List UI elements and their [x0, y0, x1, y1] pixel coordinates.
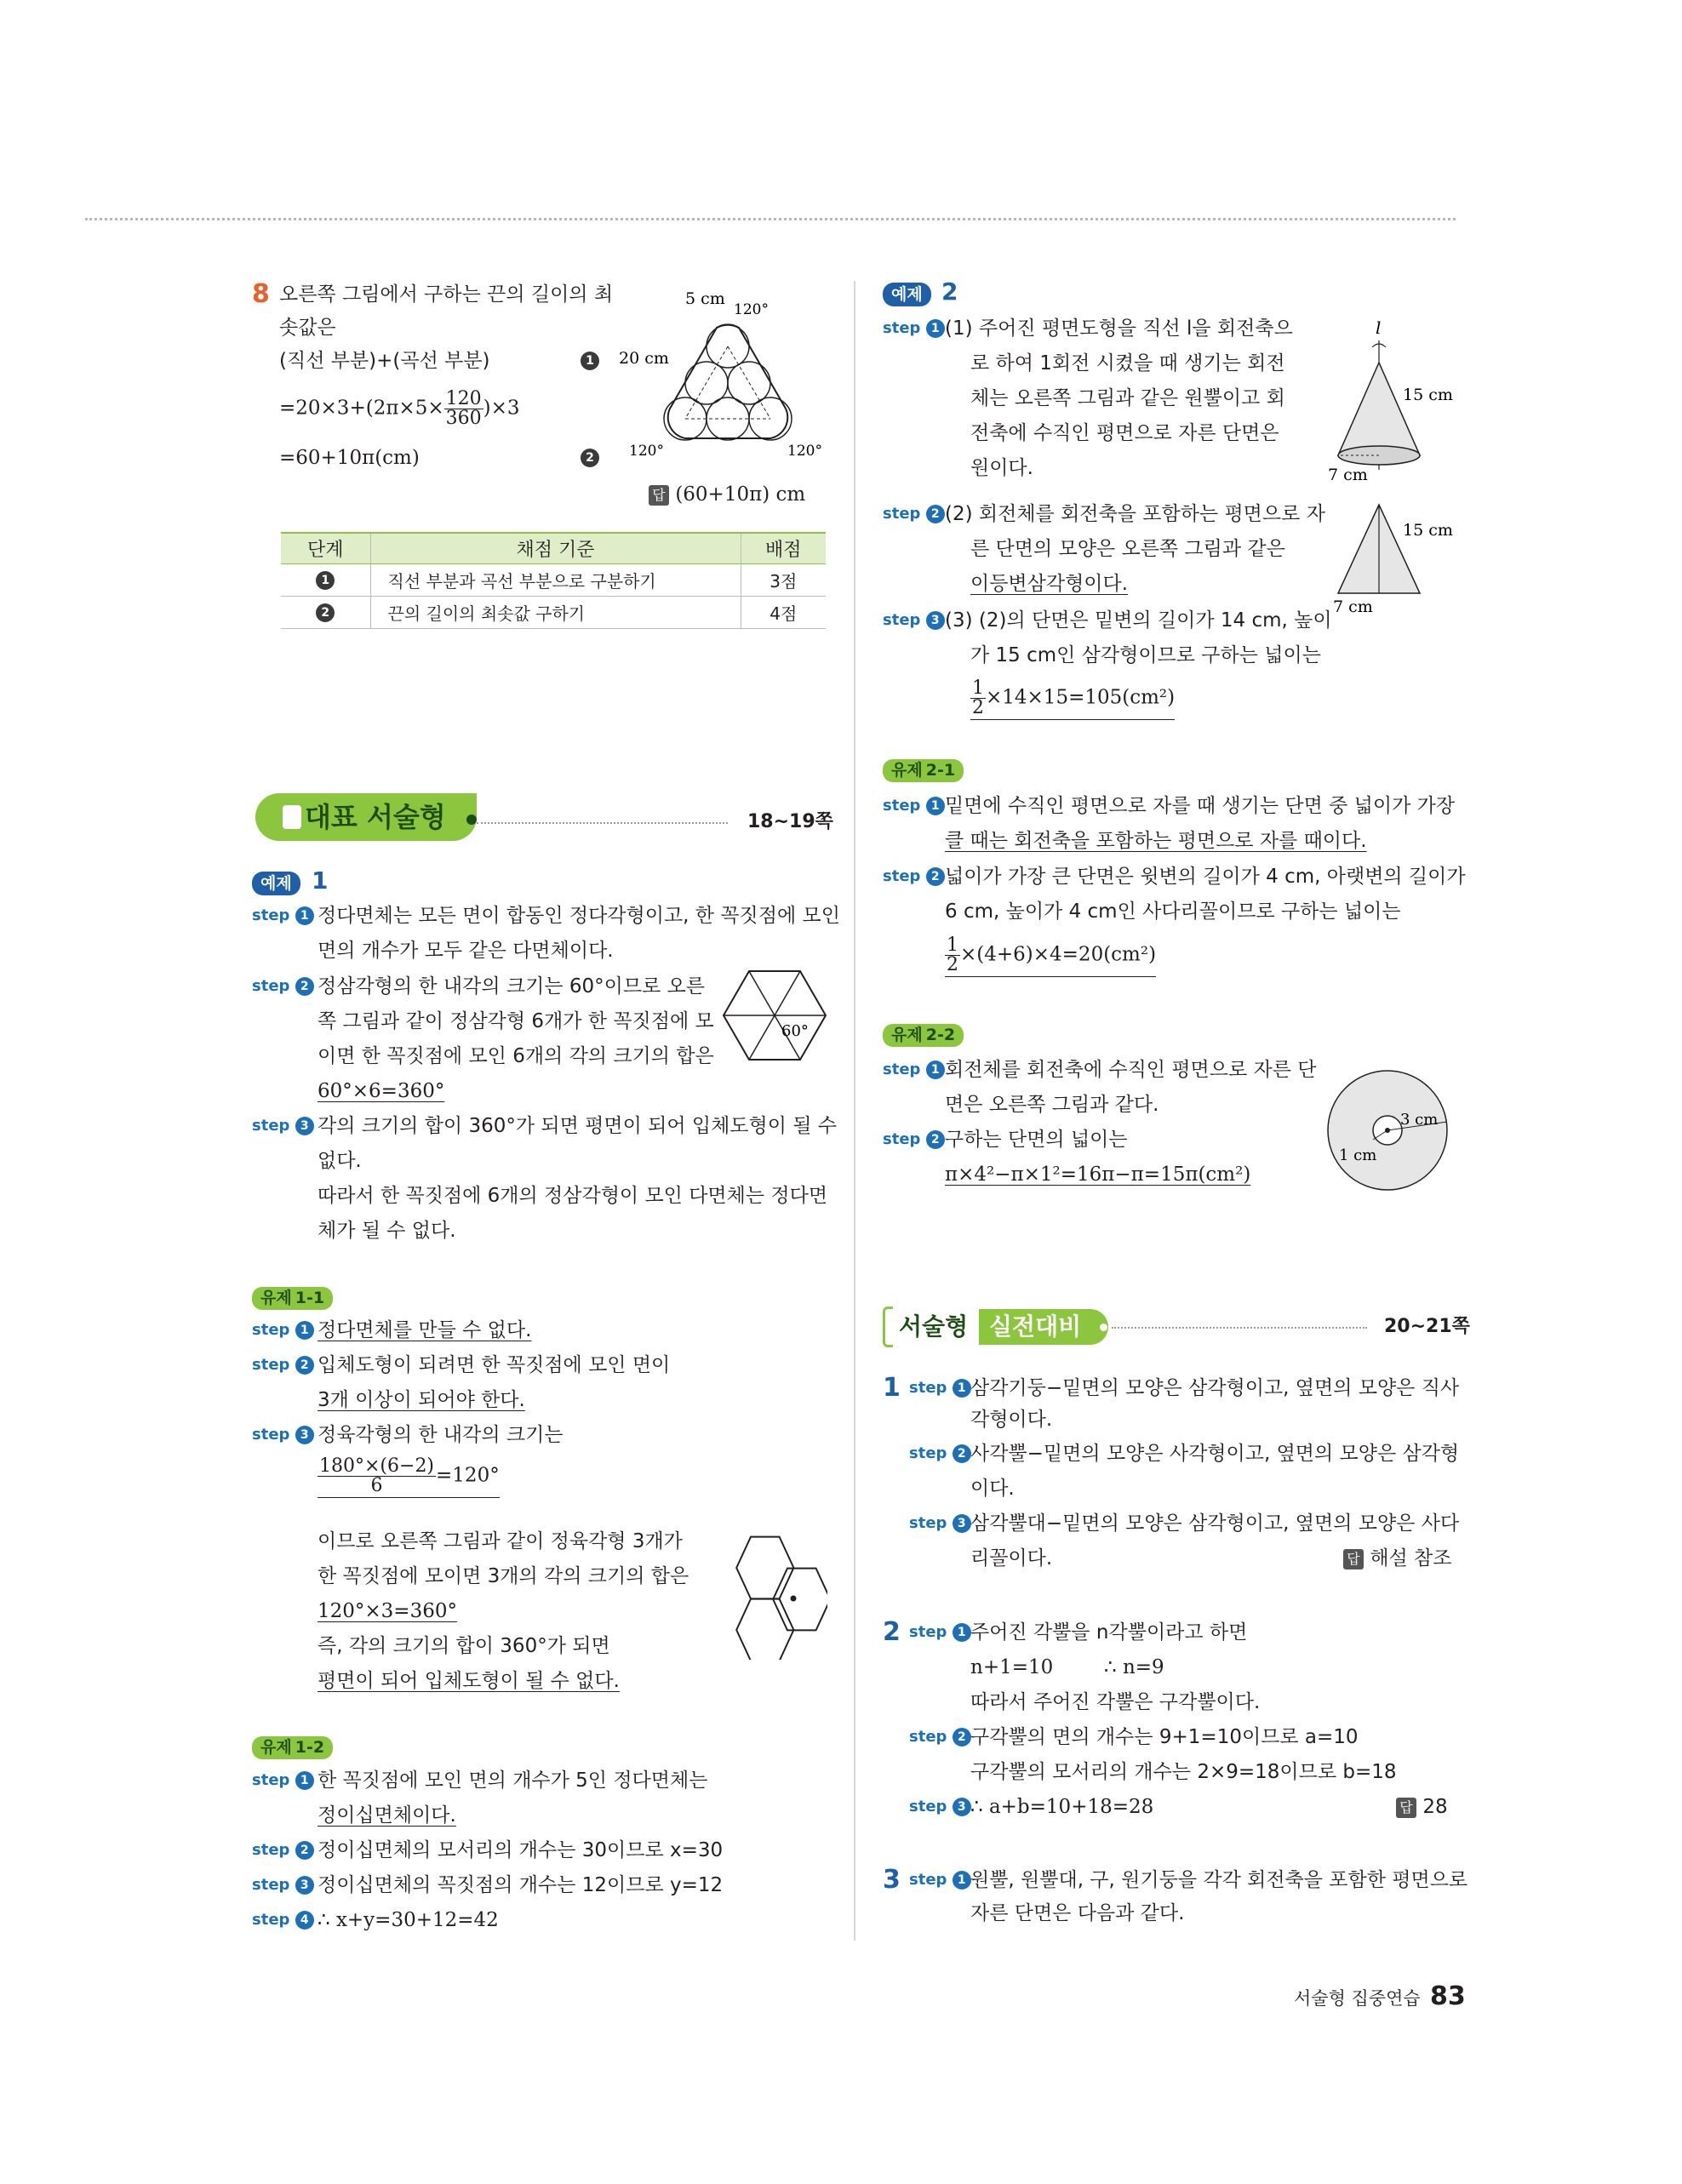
footer-label: 서술형 집중연습 [1294, 1988, 1421, 2009]
fig-label-br-angle: 120° [787, 443, 822, 460]
score-table-header [281, 533, 826, 563]
cone-figure [1328, 315, 1456, 481]
banner-dot-icon [466, 815, 477, 825]
ex2-s3-formula: $\frac{1}{2}$ ×14×15=105(cm²) [972, 677, 1176, 718]
step-label: step 3 [909, 1793, 971, 1821]
step-label: step 3 [883, 607, 945, 634]
answer-icon: 답 [649, 485, 669, 506]
ex2-s1a: (1) 주어진 평면도형을 직선 l을 회전축으 [945, 317, 1293, 340]
q8-expr-right: )×3 [483, 397, 520, 420]
ex1-s1a: 정다면체는 모든 면이 합동인 정다각형이고, 한 꼭짓점에 모인 [318, 905, 840, 927]
step-label: step 1 [909, 1867, 971, 1894]
triangle-section-figure [1328, 498, 1456, 617]
step-label: step 1 [252, 1317, 314, 1344]
step-label: step 3 [252, 1872, 314, 1899]
fig-label-inner: 1 cm [1339, 1146, 1377, 1164]
q8-line-3: (직선 부분)+(곡선 부분) [279, 350, 490, 372]
p2-s3: ∴ a+b=10+18=28 [970, 1796, 1154, 1818]
step-label: step 2 [883, 500, 945, 528]
ex12-s1b: 정이십면체이다. [318, 1804, 456, 1827]
answer-icon: 답 [1343, 1549, 1364, 1569]
fig-label-bl-angle: 120° [629, 443, 664, 460]
p2-s1d: 따라서 주어진 각뿔은 구각뿔이다. [970, 1691, 1261, 1713]
banner2-bracket [883, 1306, 893, 1347]
ex1-s2b: 쪽 그림과 같이 정삼각형 6개가 한 꼭짓점에 모 [318, 1010, 714, 1032]
p2-s1b: n+1=10 [970, 1656, 1054, 1678]
p2-s2a: 구각뿔의 면의 개수는 9+1=10이므로 a=10 [970, 1726, 1359, 1748]
fig-label-height: 15 cm [1403, 521, 1453, 540]
step-label: step 2 [909, 1440, 971, 1467]
axis-label: l [1376, 317, 1382, 338]
section-pages: 18~19쪽 [747, 811, 833, 832]
p2-s1a: 주어진 각뿔을 n각뿔이라고 하면 [970, 1621, 1248, 1644]
ex2-s2c: 이등변삼각형이다. [970, 573, 1129, 595]
fig-label-height: 15 cm [1403, 386, 1453, 404]
banner-dotted-rule [1112, 1327, 1367, 1329]
q8-answer: 답 (60+10π) cm [649, 481, 805, 508]
ex11-s3b: 이므로 오른쪽 그림과 같이 정육각형 3개가 [318, 1530, 683, 1552]
row-criteria: 끈의 길이의 최솟값 구하기 [370, 596, 741, 628]
step-label: step 2 [252, 973, 314, 1000]
ex11-s2b: 3개 이상이 되어야 한다. [318, 1389, 525, 1411]
fig-label-top-angle: 120° [734, 301, 769, 318]
step-label: step 3 [252, 1421, 314, 1449]
annulus-figure [1324, 1066, 1460, 1194]
step-label: step 2 [883, 863, 945, 890]
ex2-s2b: 른 단면의 모양은 오른쪽 그림과 같은 [970, 538, 1285, 560]
ex11-s3d: 120°×3=360° [318, 1600, 457, 1622]
step-label: step 3 [909, 1510, 971, 1537]
step-label: step 1 [909, 1619, 971, 1646]
example-number: 2 [941, 277, 958, 306]
p1-s1b: 각형이다. [970, 1409, 1053, 1431]
row-points: 4점 [741, 596, 826, 628]
fig-label-radius: 7 cm [1328, 466, 1368, 481]
banner-dot-icon [1100, 1324, 1107, 1331]
step-label: step 2 [883, 1126, 945, 1153]
ex1-s1b: 면의 개수가 모두 같은 다면체이다. [318, 940, 614, 962]
ex11-s3f: 평면이 되어 입체도형이 될 수 없다. [318, 1670, 620, 1692]
ex1-s2c: 이면 한 꼭짓점에 모인 6개의 각의 크기의 합은 [318, 1045, 714, 1067]
ex2-s2a: (2) 회전체를 회전축을 포함하는 평면으로 자 [945, 503, 1325, 525]
q8-line-5: =60+10π(cm) [279, 447, 420, 469]
ex22-s2b: π×4²−π×1²=16π−π=15π(cm²) [945, 1163, 1251, 1186]
header-criteria: 채점 기준 [370, 533, 741, 563]
ex2-fraction: $\frac{1}{2}$ [972, 677, 984, 718]
p3-s1a: 원뿔, 원뿔대, 구, 원기둥을 각각 회전축을 포함한 평면으로 [970, 1869, 1468, 1891]
row-step-marker: 1 [316, 571, 335, 590]
step-label: step 1 [883, 315, 945, 342]
banner-dotted-rule [477, 822, 728, 824]
ex11-s1: 정다면체를 만들 수 없다. [318, 1319, 532, 1341]
q8-line-1: 오른쪽 그림에서 구하는 끈의 길이의 최 [279, 283, 614, 306]
ex2-s1d: 전축에 수직인 평면으로 자른 단면은 [970, 422, 1279, 444]
banner-tab [283, 805, 301, 829]
step-label: step 1 [883, 792, 945, 820]
ex22-s2a: 구하는 단면의 넓이는 [945, 1129, 1128, 1151]
fig-label-20cm: 20 cm [619, 349, 669, 368]
ex21-s1b: 클 때는 회전축을 포함하는 평면으로 자를 때이다. [945, 830, 1367, 852]
ex11-s3a: 정육각형의 한 내각의 크기는 [318, 1424, 564, 1446]
p2-s1c: ∴ n=9 [1104, 1656, 1164, 1678]
ex12-s2: 정이십면체의 모서리의 개수는 30이므로 x=30 [318, 1839, 724, 1861]
circles-rope-figure [617, 285, 847, 472]
ex1-s3c: 따라서 한 꼭짓점에 6개의 정삼각형이 모인 다면체는 정다면 [318, 1185, 828, 1207]
row-points: 3점 [741, 563, 826, 596]
p1-answer: 답 해설 참조 [1343, 1545, 1452, 1572]
step-label: step 4 [252, 1907, 314, 1934]
p2-answer: 답 28 [1396, 1793, 1448, 1821]
table-row [281, 596, 826, 628]
step-label: step 2 [909, 1724, 971, 1751]
three-hexagons-figure [700, 1532, 827, 1660]
exercise-badge: 유제 1-2 [252, 1736, 333, 1759]
ex11-s2a: 입체도형이 되려면 한 꼭짓점에 모인 면이 [318, 1354, 671, 1376]
ex22-s1b: 면은 오른쪽 그림과 같다. [945, 1094, 1159, 1116]
p1-s3a: 삼각뿔대−밑면의 모양은 삼각형이고, 옆면의 모양은 사다 [970, 1512, 1460, 1535]
marker-1: 1 [581, 352, 599, 370]
step-label: step 1 [252, 902, 314, 929]
ex21-fraction: $\frac{1}{2}$ [947, 935, 958, 975]
fig-label-radius: 7 cm [1333, 597, 1373, 616]
section-title: 서술형 [899, 1312, 969, 1341]
score-table [281, 532, 826, 629]
table-row [281, 563, 826, 596]
ex2-s3a: (3) (2)의 단면은 밑변의 길이가 14 cm, 높이 [945, 609, 1332, 632]
ex21-s2-formula: $\frac{1}{2}$ ×(4+6)×4=20(cm²) [947, 935, 1157, 975]
ex22-s1a: 회전체를 회전축에 수직인 평면으로 자른 단 [945, 1059, 1317, 1081]
section-subtitle: 실전대비 [989, 1312, 1082, 1341]
step-label: step 3 [252, 1112, 314, 1140]
ex2-s1e: 원이다. [970, 457, 1033, 479]
ex1-s3a: 각의 크기의 합이 360°가 되면 평면이 되어 입체도형이 될 수 [318, 1115, 837, 1137]
header-step: 단계 [281, 533, 370, 563]
ex21-s2a: 넓이가 가장 큰 단면은 윗변의 길이가 4 cm, 아랫변의 길이가 [945, 866, 1466, 888]
row-criteria: 직선 부분과 곡선 부분으로 구분하기 [370, 563, 741, 596]
q8-fraction: $\frac{120}{360}$ [445, 388, 482, 429]
ex12-s3: 정이십면체의 꼭짓점의 개수는 12이므로 y=12 [318, 1874, 724, 1896]
ex21-s2b: 6 cm, 높이가 4 cm인 사다리꼴이므로 구하는 넓이는 [945, 900, 1401, 923]
p2-s2b: 구각뿔의 모서리의 개수는 2×9=18이므로 b=18 [970, 1761, 1397, 1783]
section-pages: 20~21쪽 [1384, 1316, 1470, 1337]
answer-icon: 답 [1396, 1798, 1416, 1818]
ex11-s3c: 한 꼭짓점에 모이면 3개의 각의 크기의 합은 [318, 1565, 689, 1587]
problem-number: 1 [883, 1373, 901, 1403]
ex12-s1a: 한 꼭짓점에 모인 면의 개수가 5인 정다면체는 [318, 1769, 708, 1792]
problem-number: 2 [883, 1617, 901, 1647]
p1-s2b: 이다. [970, 1478, 1015, 1500]
column-divider [854, 281, 855, 1941]
ex12-s4: ∴ x+y=30+12=42 [318, 1909, 499, 1931]
ex2-s3b: 가 15 cm인 삼각형이므로 구하는 넓이는 [970, 644, 1321, 666]
header-points: 배점 [741, 533, 826, 563]
marker-2: 2 [581, 449, 599, 467]
q8-line-2: 솟값은 [279, 317, 336, 339]
ex1-s3b: 없다. [318, 1150, 362, 1172]
section-title: 대표 서술형 [305, 801, 446, 833]
p1-s3b: 리꼴이다. [970, 1547, 1053, 1569]
p1-s1a: 삼각기둥−밑면의 모양은 삼각형이고, 옆면의 모양은 직사 [970, 1377, 1460, 1399]
exercise-badge: 유제 1-1 [252, 1287, 333, 1310]
ex2-s1b: 로 하여 1회전 시켰을 때 생기는 회전 [970, 352, 1285, 374]
row-step-marker: 2 [316, 603, 335, 622]
ex21-s1a: 밑면에 수직인 평면으로 자를 때 생기는 단면 중 넓이가 가장 [945, 795, 1456, 817]
page-number: 83 [1430, 1981, 1466, 2011]
step-label: step 1 [883, 1056, 945, 1083]
step-label: step 1 [909, 1375, 971, 1402]
top-dotted-rule [85, 218, 1456, 220]
ex1-s3d: 체가 될 수 없다. [318, 1220, 456, 1242]
ex11-s3-formula: $\frac{180^\circ\times(6-2)}{6}$ =120° [319, 1455, 500, 1496]
example-number: 1 [312, 866, 329, 895]
p1-s2a: 사각뿔−밑면의 모양은 사각형이고, 옆면의 모양은 삼각형 [970, 1443, 1460, 1465]
step-label: step 2 [252, 1352, 314, 1379]
q8-expr-left: =20×3+(2π×5× [279, 397, 444, 420]
fig-label-60: 60° [781, 1022, 809, 1040]
ex11-fraction: $\frac{180^\circ\times(6-2)}{6}$ [319, 1455, 435, 1496]
p3-s1b: 자른 단면은 다음과 같다. [970, 1902, 1185, 1924]
problem-number: 3 [883, 1865, 901, 1895]
ex1-s2d: 60°×6=360° [318, 1080, 445, 1102]
step-label: step 2 [252, 1837, 314, 1864]
step-label: step 1 [252, 1767, 314, 1794]
hexagon-triangles-figure [722, 966, 828, 1064]
exercise-badge: 유제 2-2 [883, 1024, 964, 1047]
fig-label-5cm: 5 cm [685, 289, 725, 308]
example-badge: 예제 [883, 283, 931, 306]
ex11-s3e: 즉, 각의 크기의 합이 360°가 되면 [318, 1635, 610, 1657]
exercise-badge: 유제 2-1 [883, 759, 964, 782]
q8-line-4 [279, 390, 520, 428]
example-badge: 예제 [252, 872, 300, 895]
ex2-s1c: 체는 오른쪽 그림과 같은 원뿔이고 회 [970, 387, 1285, 409]
fig-label-outer: 3 cm [1400, 1111, 1439, 1129]
ex1-s2a: 정삼각형의 한 내각의 크기는 60°이므로 오른 [318, 975, 706, 998]
question-number: 8 [252, 279, 270, 309]
